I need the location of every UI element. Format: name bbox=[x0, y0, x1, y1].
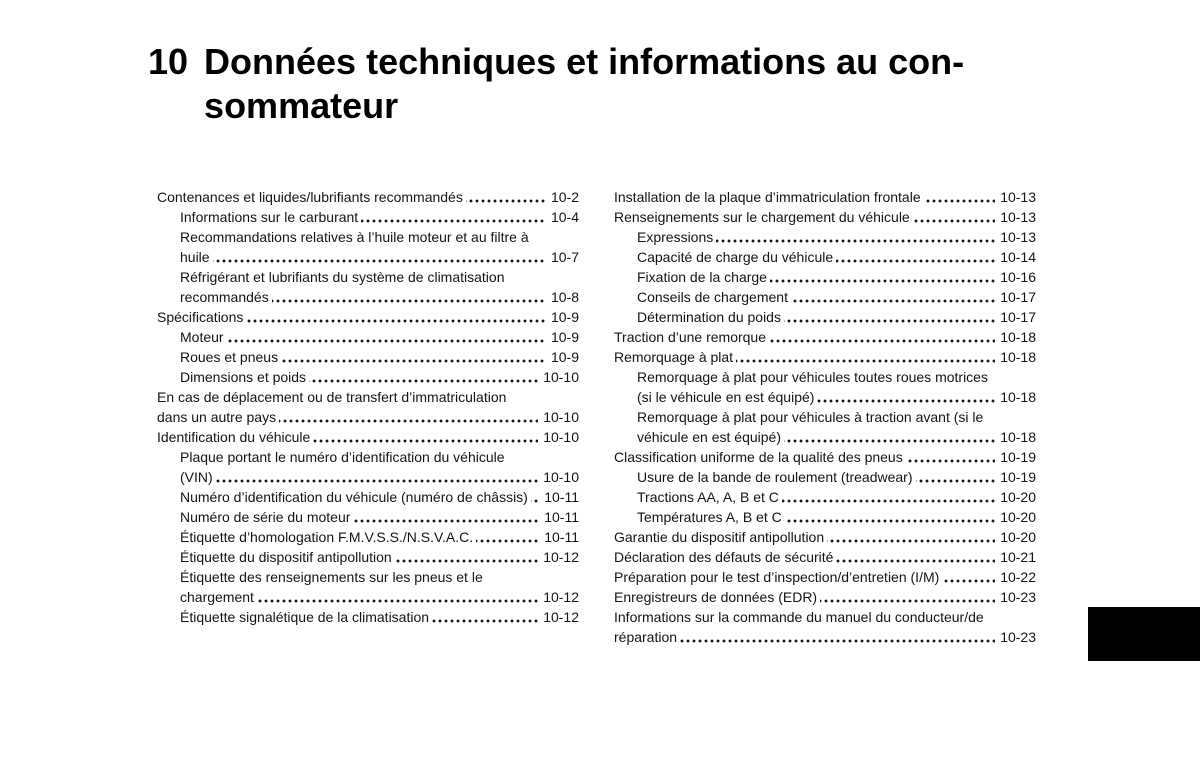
toc-entry-label: Tractions AA, A, B et C bbox=[637, 489, 782, 505]
toc-entry-label: Renseignements sur le chargement du véhicule bbox=[614, 209, 913, 225]
toc-entry bbox=[637, 407, 1036, 447]
chapter-title: Données techniques et informations au consommateur bbox=[204, 41, 965, 126]
toc-entry-page: 10-10 bbox=[538, 367, 579, 387]
toc-entry bbox=[180, 267, 579, 307]
toc-entry-page: 10-7 bbox=[546, 247, 579, 267]
toc-entry-page: 10-22 bbox=[995, 567, 1036, 587]
toc-entry bbox=[180, 507, 579, 527]
toc-entry bbox=[614, 327, 1036, 347]
toc-entry-page: 10-12 bbox=[538, 607, 579, 627]
toc-entry-label: Étiquette du dispositif antipollution bbox=[180, 549, 395, 565]
toc-entry bbox=[614, 187, 1036, 207]
toc-entry-label: Enregistreurs de données (EDR) bbox=[614, 589, 820, 605]
toc-entry-page: 10-20 bbox=[995, 487, 1036, 507]
toc-entry-label: Conseils de chargement bbox=[637, 289, 791, 305]
toc-entry-page: 10-9 bbox=[546, 327, 579, 347]
toc-entry bbox=[614, 447, 1036, 467]
toc-entry bbox=[180, 207, 579, 227]
toc-entry-page: 10-17 bbox=[995, 307, 1036, 327]
toc-entry-label: Informations sur la commande du manuel du conducteur/de réparation bbox=[614, 609, 984, 645]
toc-entry-label: Étiquette d’homologation F.M.V.S.S./N.S.V.A.C. bbox=[180, 529, 476, 545]
toc-entry-page: 10-19 bbox=[995, 467, 1036, 487]
toc-entry bbox=[157, 427, 579, 447]
toc-entry bbox=[180, 607, 579, 627]
toc-entry-label: Contenances et liquides/lubrifiants recommandés bbox=[157, 189, 466, 205]
toc-entry-label: Classification uniforme de la qualité des pneus bbox=[614, 449, 906, 465]
chapter-number: 10 bbox=[148, 41, 189, 82]
toc-entry-page: 10-16 bbox=[995, 267, 1036, 287]
toc-entry-label: Moteur bbox=[180, 329, 227, 345]
toc-entry bbox=[180, 527, 579, 547]
toc-entry-page: 10-11 bbox=[539, 527, 579, 547]
toc-entry bbox=[180, 367, 579, 387]
toc-entry bbox=[637, 287, 1036, 307]
toc-entry-label: Numéro d’identification du véhicule (numéro de châssis) bbox=[180, 489, 531, 505]
toc-entry-label: Dimensions et poids bbox=[180, 369, 309, 385]
toc-entry-page: 10-14 bbox=[995, 247, 1036, 267]
toc-entry bbox=[637, 307, 1036, 327]
toc-entry bbox=[180, 487, 579, 507]
toc-entry-page: 10-11 bbox=[539, 487, 579, 507]
toc-right-column bbox=[614, 187, 1036, 647]
toc-entry-label: Recommandations relatives à l’huile moteur et au filtre à huile bbox=[180, 229, 529, 265]
toc-left-column bbox=[157, 187, 579, 647]
toc-entry bbox=[637, 227, 1036, 247]
toc-entry-label: Roues et pneus bbox=[180, 349, 281, 365]
toc-entry-label: Températures A, B et C bbox=[637, 509, 785, 525]
toc-entry-page: 10-9 bbox=[546, 347, 579, 367]
table-of-contents bbox=[157, 187, 1036, 647]
toc-entry-label: Informations sur le carburant bbox=[180, 209, 361, 225]
toc-entry bbox=[637, 467, 1036, 487]
toc-entry-page: 10-19 bbox=[995, 447, 1036, 467]
toc-entry-label: Plaque portant le numéro d’identification du véhicule (VIN) bbox=[180, 449, 505, 485]
toc-entry-label: Réfrigérant et lubrifiants du système de climatisation recommandés bbox=[180, 269, 505, 305]
toc-entry-page: 10-12 bbox=[538, 547, 579, 567]
toc-entry-label: Détermination du poids bbox=[637, 309, 784, 325]
toc-entry-page: 10-12 bbox=[538, 587, 579, 607]
toc-entry bbox=[180, 547, 579, 567]
chapter-thumb-tab bbox=[1088, 607, 1200, 661]
toc-entry bbox=[180, 227, 579, 267]
toc-entry-label: Usure de la bande de roulement (treadwear) bbox=[637, 469, 916, 485]
toc-entry-label: Préparation pour le test d’inspection/d’entretien (I/M) bbox=[614, 569, 942, 585]
toc-entry bbox=[180, 567, 579, 607]
toc-entry-label: Traction d’une remorque bbox=[614, 329, 769, 345]
toc-entry-page: 10-2 bbox=[546, 187, 579, 207]
toc-entry bbox=[614, 607, 1036, 647]
toc-entry-label: Expressions bbox=[637, 229, 716, 245]
toc-entry-page: 10-23 bbox=[995, 587, 1036, 607]
toc-entry-label: Fixation de la charge bbox=[637, 269, 770, 285]
toc-entry-page: 10-13 bbox=[995, 227, 1036, 247]
toc-entry-label: Installation de la plaque d’immatriculation frontale bbox=[614, 189, 924, 205]
toc-entry bbox=[157, 187, 579, 207]
toc-entry-label: Déclaration des défauts de sécurité bbox=[614, 549, 836, 565]
toc-entry-page: 10-18 bbox=[995, 347, 1036, 367]
toc-entry bbox=[614, 347, 1036, 367]
toc-entry-label: Remorquage à plat pour véhicules à traction avant (si le véhicule en est équipé) bbox=[637, 409, 984, 445]
toc-entry-page: 10-10 bbox=[538, 427, 579, 447]
toc-entry-label: Étiquette signalétique de la climatisation bbox=[180, 609, 432, 625]
toc-entry-page: 10-20 bbox=[995, 507, 1036, 527]
toc-entry-label: Garantie du dispositif antipollution bbox=[614, 529, 827, 545]
toc-entry-page: 10-9 bbox=[546, 307, 579, 327]
toc-entry-page: 10-13 bbox=[995, 187, 1036, 207]
toc-entry bbox=[637, 507, 1036, 527]
toc-entry bbox=[637, 267, 1036, 287]
toc-entry bbox=[637, 487, 1036, 507]
toc-entry-page: 10-13 bbox=[995, 207, 1036, 227]
toc-entry-label: Étiquette des renseignements sur les pneus et le chargement bbox=[180, 569, 483, 605]
toc-entry bbox=[180, 447, 579, 487]
toc-entry-label: Capacité de charge du véhicule bbox=[637, 249, 836, 265]
toc-entry bbox=[614, 547, 1036, 567]
toc-entry-page: 10-23 bbox=[995, 627, 1036, 647]
toc-entry bbox=[614, 587, 1036, 607]
toc-entry-page: 10-11 bbox=[539, 507, 579, 527]
toc-entry-label: Identification du véhicule bbox=[157, 429, 313, 445]
toc-entry bbox=[157, 387, 579, 427]
toc-entry-label: Spécifications bbox=[157, 309, 246, 325]
toc-entry bbox=[157, 307, 579, 327]
toc-entry-page: 10-18 bbox=[995, 387, 1036, 407]
toc-entry-page: 10-18 bbox=[995, 327, 1036, 347]
toc-entry bbox=[614, 207, 1036, 227]
toc-entry bbox=[180, 347, 579, 367]
toc-entry-label: Numéro de série du moteur bbox=[180, 509, 353, 525]
toc-entry bbox=[637, 247, 1036, 267]
toc-entry bbox=[180, 327, 579, 347]
toc-entry-label: Remorquage à plat bbox=[614, 349, 736, 365]
toc-entry bbox=[614, 527, 1036, 547]
toc-entry-page: 10-20 bbox=[995, 527, 1036, 547]
toc-entry bbox=[614, 567, 1036, 587]
toc-entry-page: 10-10 bbox=[538, 467, 579, 487]
toc-entry-page: 10-10 bbox=[538, 407, 579, 427]
toc-entry-page: 10-21 bbox=[995, 547, 1036, 567]
toc-entry-page: 10-17 bbox=[995, 287, 1036, 307]
chapter-header bbox=[148, 40, 1109, 128]
toc-entry bbox=[637, 367, 1036, 407]
toc-entry-page: 10-8 bbox=[546, 287, 579, 307]
toc-entry-page: 10-18 bbox=[995, 427, 1036, 447]
toc-entry-page: 10-4 bbox=[546, 207, 579, 227]
toc-entry-label: Remorquage à plat pour véhicules toutes roues motrices (si le véhicule en est équipé) bbox=[637, 369, 988, 405]
toc-entry-label: En cas de déplacement ou de transfert d’immatriculation dans un autre pays bbox=[157, 389, 507, 425]
